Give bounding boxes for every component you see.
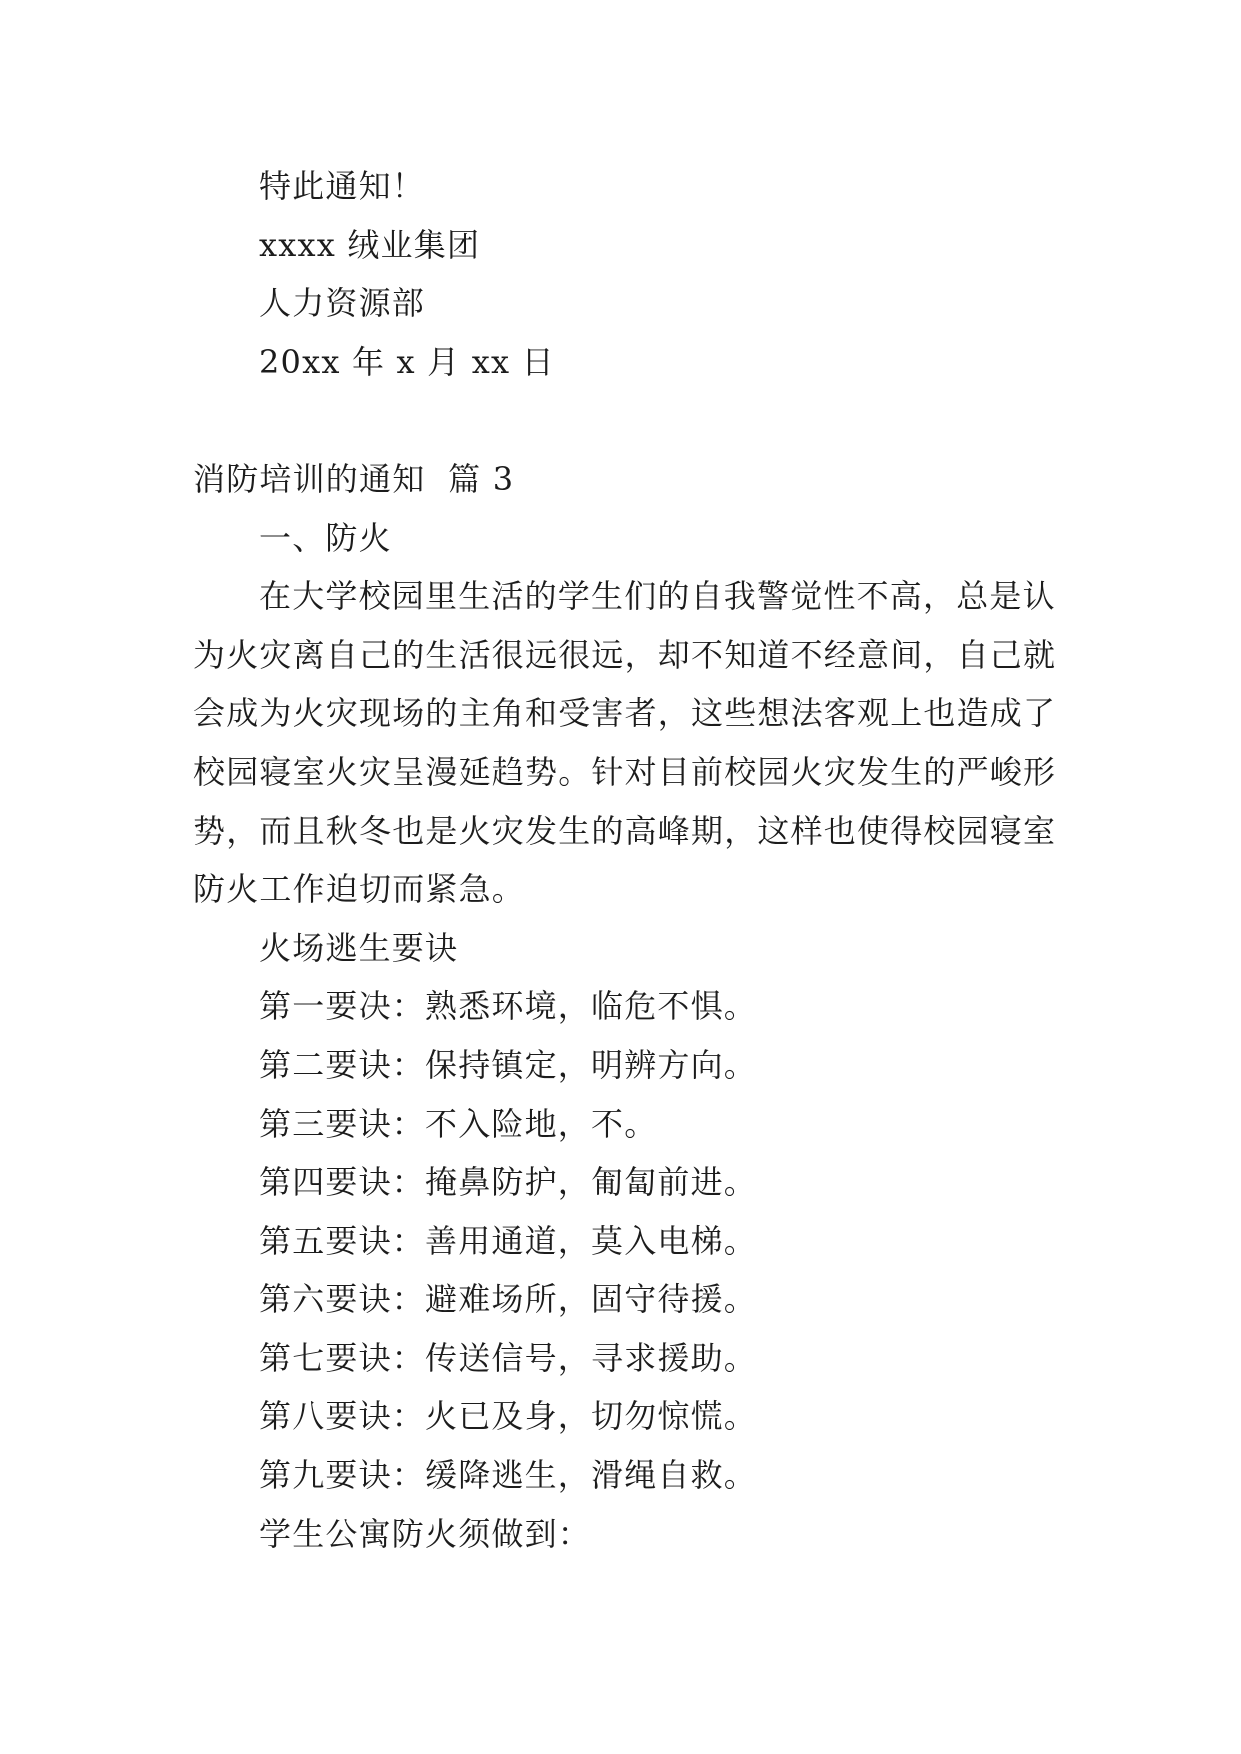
tips-title: 火场逃生要诀 bbox=[259, 928, 459, 967]
tip-item: 第六要诀：避难场所，固守待援。 bbox=[259, 1280, 758, 1319]
paragraph-line: 在大学校园里生活的学生们的自我警觉性不高，总是认 bbox=[259, 577, 1056, 616]
section-heading: 消防培训的通知 篇 3 bbox=[193, 459, 515, 498]
notice-closing: 特此通知！ bbox=[259, 167, 426, 205]
paragraph-line: 校园寝室火灾呈漫延趋势。针对目前校园火灾发生的严峻形 bbox=[193, 752, 1057, 791]
dorm-fire-prevention-title: 学生公寓防火须做到： bbox=[259, 1514, 592, 1553]
notice-department: 人力资源部 bbox=[259, 284, 426, 323]
paragraph-line: 为火灾离自己的生活很远很远，却不知道不经意间，自己就 bbox=[193, 635, 1057, 674]
tip-item: 第二要诀：保持镇定，明辨方向。 bbox=[259, 1045, 758, 1084]
section-subheading: 一、防火 bbox=[259, 518, 392, 557]
intro-paragraph bbox=[193, 567, 1093, 919]
paragraph-line: 会成为火灾现场的主角和受害者，这些想法客观上也造成了 bbox=[193, 694, 1057, 733]
notice-date: 20xx 年 x 月 xx 日 bbox=[259, 342, 555, 381]
notice-organization: xxxx 绒业集团 bbox=[259, 225, 481, 264]
tip-item: 第三要诀：不入险地，不。 bbox=[259, 1104, 658, 1143]
escape-tips-list bbox=[193, 977, 1093, 1504]
tip-item: 第七要诀：传送信号，寻求援助。 bbox=[259, 1338, 758, 1377]
tip-item: 第八要诀：火已及身，切勿惊慌。 bbox=[259, 1397, 758, 1436]
document-body bbox=[193, 157, 1093, 1563]
tip-item: 第四要诀：掩鼻防护，匍匐前进。 bbox=[259, 1163, 758, 1202]
tip-item: 第一要决：熟悉环境，临危不惧。 bbox=[259, 987, 758, 1026]
paragraph-line: 防火工作迫切而紧急。 bbox=[193, 870, 526, 909]
paragraph-line: 势，而且秋冬也是火灾发生的高峰期，这样也使得校园寝室 bbox=[193, 811, 1057, 850]
tip-item: 第五要诀：善用通道，莫入电梯。 bbox=[259, 1221, 758, 1260]
tip-item: 第九要诀：缓降逃生，滑绳自救。 bbox=[259, 1456, 758, 1495]
